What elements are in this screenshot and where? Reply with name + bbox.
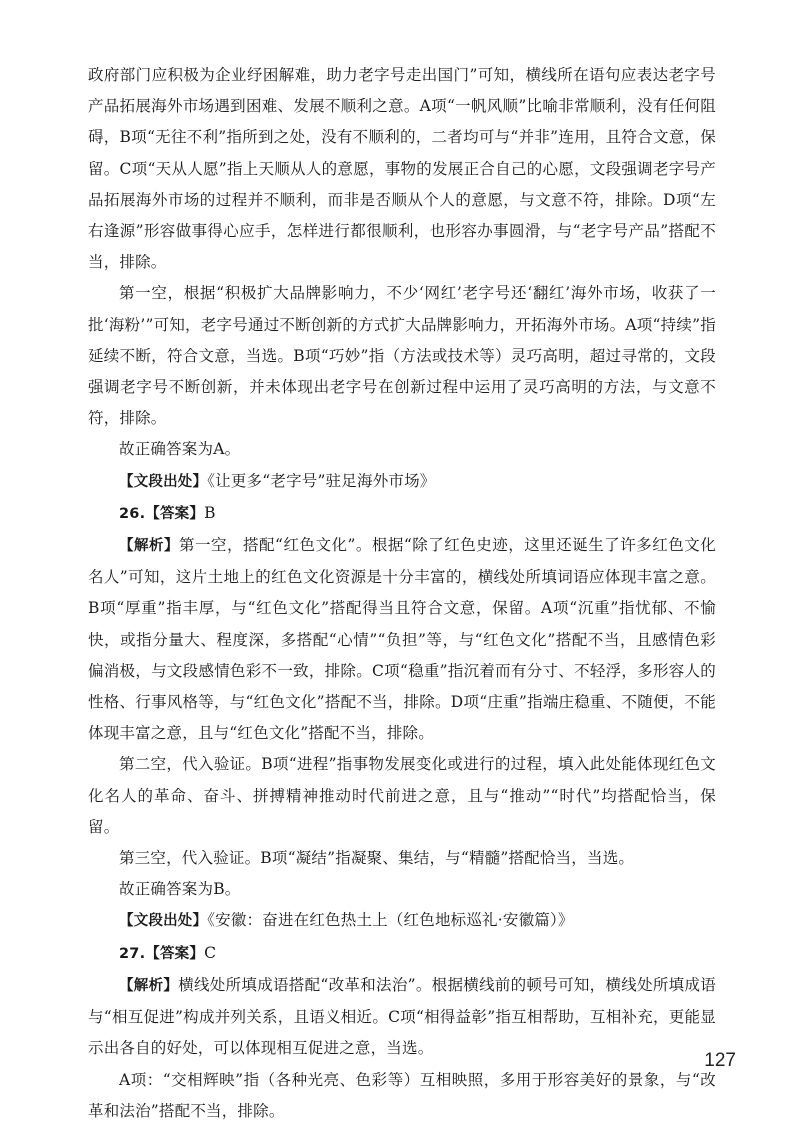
paragraph-11 <box>88 938 716 970</box>
paragraph-1 <box>88 60 716 278</box>
page-body <box>88 60 716 1127</box>
page-number: 127 <box>704 1050 736 1071</box>
paragraph-13 <box>88 1065 716 1127</box>
paragraph-text: A项：“交相辉映”指（各种光亮、色彩等）互相映照，多用于形容美好的景象，与“改革和法治”搭配不当，排除。 <box>88 1070 716 1120</box>
paragraph-text: 第一空，搭配“红色文化”。根据“除了红色史迹，这里还诞生了许多红色文化名人”可知，这片土地上的红色文化资源是十分丰富的，横线处所填词语应体现丰富之意。B项“厚重”指丰厚，与“红色文化”搭配得当且符合文意，保留。A项“沉重”指忧郁、不愉快，或指分量大、程度深，多搭配“心情”“负担”等，与“红色文化”搭配不当，且感情色彩偏消极，与文段感情色彩不一致，排除。C项“稳重”指沉着而有分寸、不轻浮，多形容人的性格、行事风格等，与“红色文化”搭配不当，排除。D项“庄重”指端庄稳重、不随便，不能体现丰富之意，且与“红色文化”搭配不当，排除。 <box>88 536 716 743</box>
paragraph-9 <box>88 874 716 905</box>
paragraph-text: 第二空，代入验证。B项“进程”指事物发展变化或进行的过程，填入此处能体现红色文化名人的革命、奋斗、拼搏精神推动时代前进之意，且与“推动”“时代”均搭配恰当，保留。 <box>88 755 716 836</box>
paragraph-text: 第一空，根据“积极扩大品牌影响力，不少‘网红’老字号还‘翻红’海外市场，收获了一批‘海粉’”可知，老字号通过不断创新的方式扩大品牌影响力，开拓海外市场。A项“持续”指延续不断，符合文意，当选。B项“巧妙”指（方法或技术等）灵巧高明，超过寻常的，文段强调老字号不断创新，并未体现出老字号在创新过程中运用了灵巧高明的方法，与文意不符，排除。 <box>88 284 716 428</box>
answer-label: 27.【答案】 <box>119 945 205 962</box>
answer-label: 26.【答案】 <box>119 505 205 522</box>
answer-value: C <box>204 943 217 962</box>
paragraph-text: 故正确答案为A。 <box>119 440 241 459</box>
paragraph-text: 《安徽：奋进在红色热土上（红色地标巡礼·安徽篇）》 <box>207 911 574 930</box>
source-label: 【文段出处】 <box>119 913 208 930</box>
paragraph-text: 《让更多“老字号”驻足海外市场》 <box>207 471 436 490</box>
paragraph-text: 故正确答案为B。 <box>119 880 241 899</box>
paragraph-12 <box>88 970 716 1065</box>
source-label: 【文段出处】 <box>119 473 208 490</box>
paragraph-6 <box>88 530 716 749</box>
paragraph-2 <box>88 278 716 434</box>
analysis-label: 【解析】 <box>119 538 180 555</box>
paragraph-8 <box>88 843 716 874</box>
paragraph-text: 横线处所填成语搭配“改革和法治”。根据横线前的顿号可知，横线处所填成语与“相互促进”构成并列关系，且语义相近。C项“相得益彰”指互相帮助，互相补充，更能显示出各自的好处，可以体现相互促进之意，当选。 <box>88 975 716 1058</box>
paragraph-10 <box>88 905 716 937</box>
analysis-label: 【解析】 <box>119 977 179 994</box>
paragraph-3 <box>88 434 716 465</box>
paragraph-4 <box>88 466 716 498</box>
paragraph-5 <box>88 498 716 530</box>
answer-value: B <box>204 503 216 522</box>
paragraph-text: 政府部门应积极为企业纾困解难，助力老字号走出国门”可知，横线所在语句应表达老字号产品拓展海外市场遇到困难、发展不顺利之意。A项“一帆风顺”比喻非常顺利，没有任何阻碍，B项“无往不利”指所到之处，没有不顺利的，二者均可与“并非”连用，且符合文意，保留。C项“天从人愿”指上天顺从人的意愿，事物的发展正合自己的心愿，文段强调老字号产品拓展海外市场的过程并不顺利，而非是否顺从个人的意愿，与文意不符，排除。D项“左右逢源”形容做事得心应手，怎样进行都很顺利，也形容办事圆滑，与“老字号产品”搭配不当，排除。 <box>88 66 716 272</box>
paragraph-7 <box>88 749 716 843</box>
paragraph-text: 第三空，代入验证。B项“凝结”指凝聚、集结，与“精髓”搭配恰当，当选。 <box>119 849 635 868</box>
